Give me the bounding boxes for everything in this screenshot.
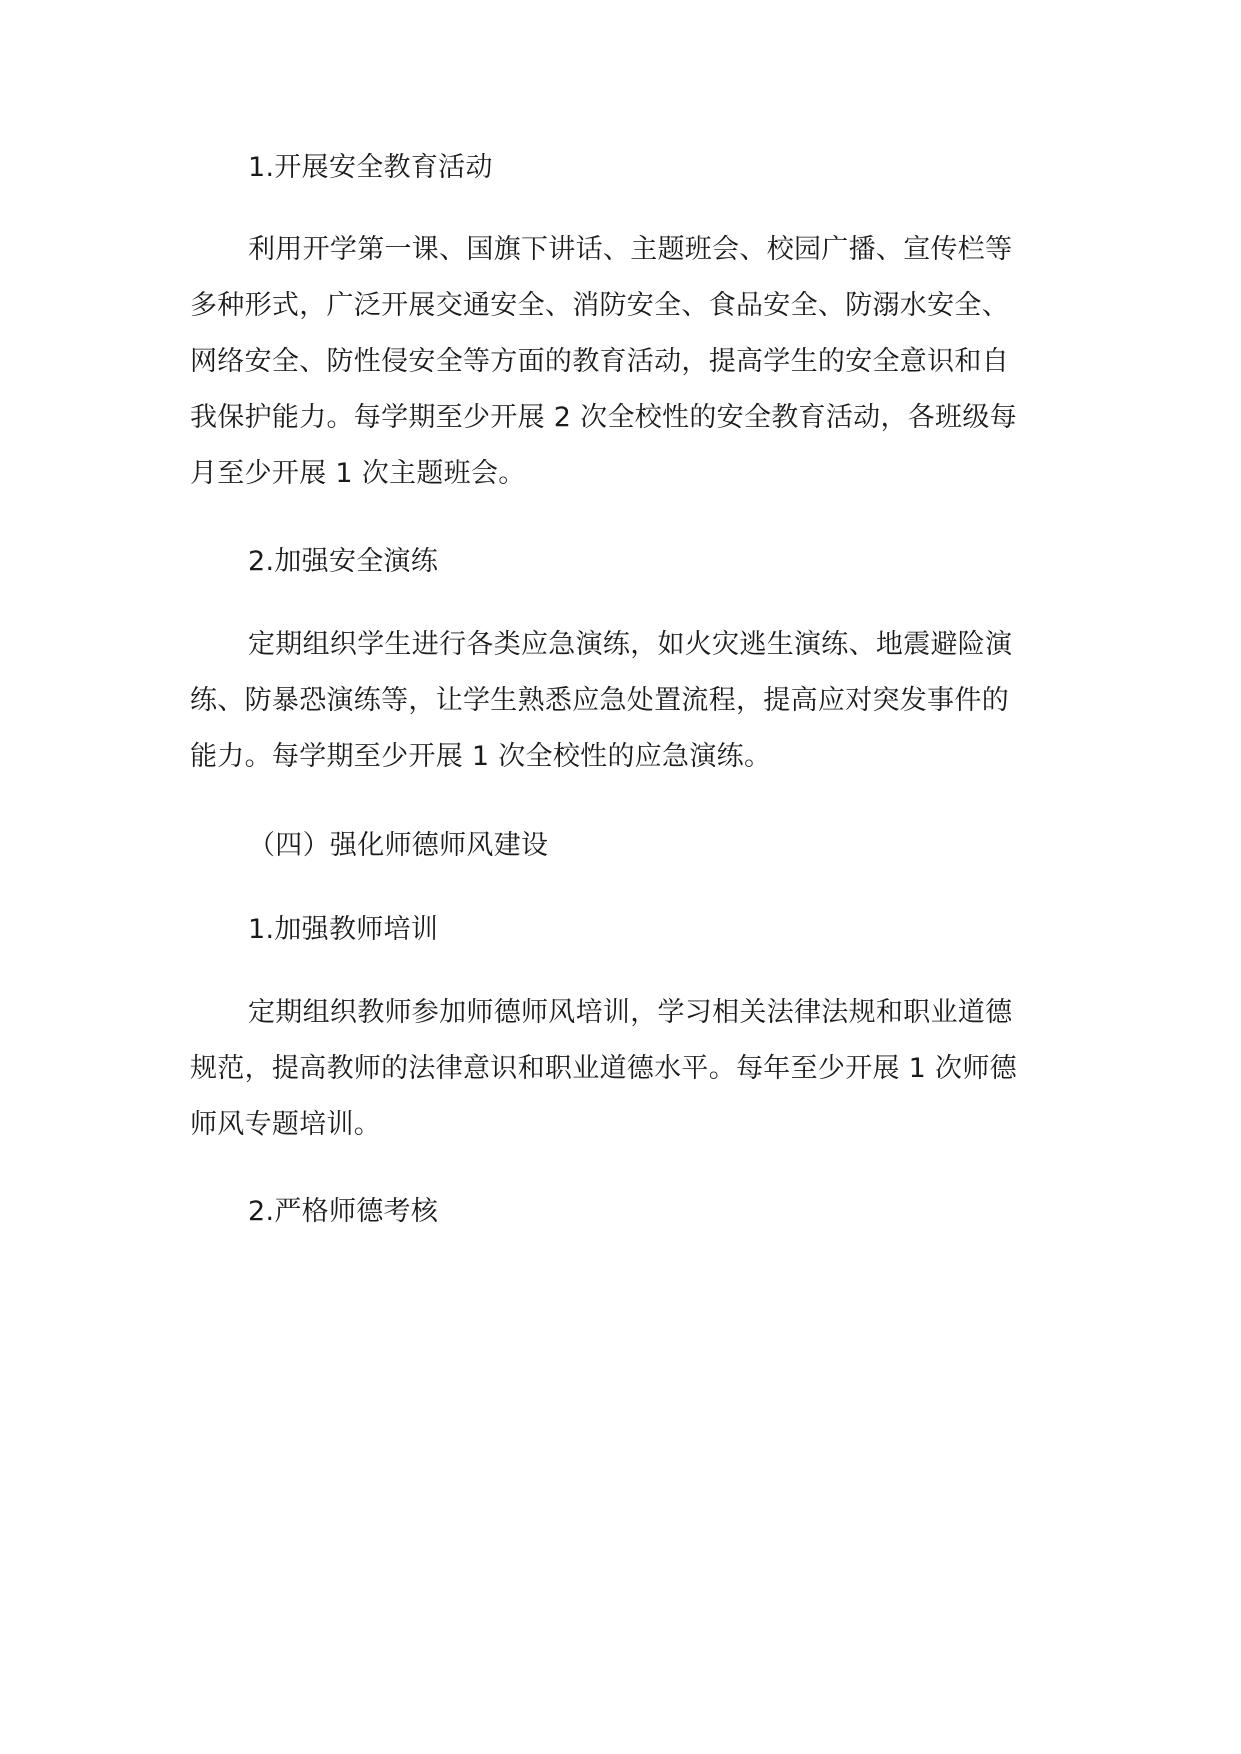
heading-ethics-assessment: 2.严格师德考核 [248, 1196, 439, 1227]
paragraph-line: 我保护能力。每学期至少开展 2 次全校性的安全教育活动，各班级每 [190, 402, 1017, 433]
heading-teacher-ethics: （四）强化师德师风建设 [248, 830, 549, 861]
paragraph-line: 能力。每学期至少开展 1 次全校性的应急演练。 [190, 741, 772, 772]
heading-safety-drills: 2.加强安全演练 [248, 546, 439, 577]
paragraph-line: 月至少开展 1 次主题班会。 [190, 458, 526, 489]
paragraph-line: 利用开学第一课、国旗下讲话、主题班会、校园广播、宣传栏等 [248, 234, 1013, 265]
heading-teacher-training: 1.加强教师培训 [248, 914, 439, 945]
paragraph-line: 多种形式，广泛开展交通安全、消防安全、食品安全、防溺水安全、 [190, 290, 1009, 321]
paragraph-line: 定期组织学生进行各类应急演练，如火灾逃生演练、地震避险演 [248, 629, 1013, 660]
paragraph-line: 网络安全、防性侵安全等方面的教育活动，提高学生的安全意识和自 [190, 346, 1009, 377]
heading-safety-education: 1.开展安全教育活动 [248, 152, 493, 183]
paragraph-line: 练、防暴恐演练等，让学生熟悉应急处置流程，提高应对突发事件的 [190, 685, 1009, 716]
paragraph-line: 师风专题培训。 [190, 1109, 382, 1140]
paragraph-line: 定期组织教师参加师德师风培训，学习相关法律法规和职业道德 [248, 997, 1013, 1028]
paragraph-line: 规范，提高教师的法律意识和职业道德水平。每年至少开展 1 次师德 [190, 1053, 1017, 1084]
